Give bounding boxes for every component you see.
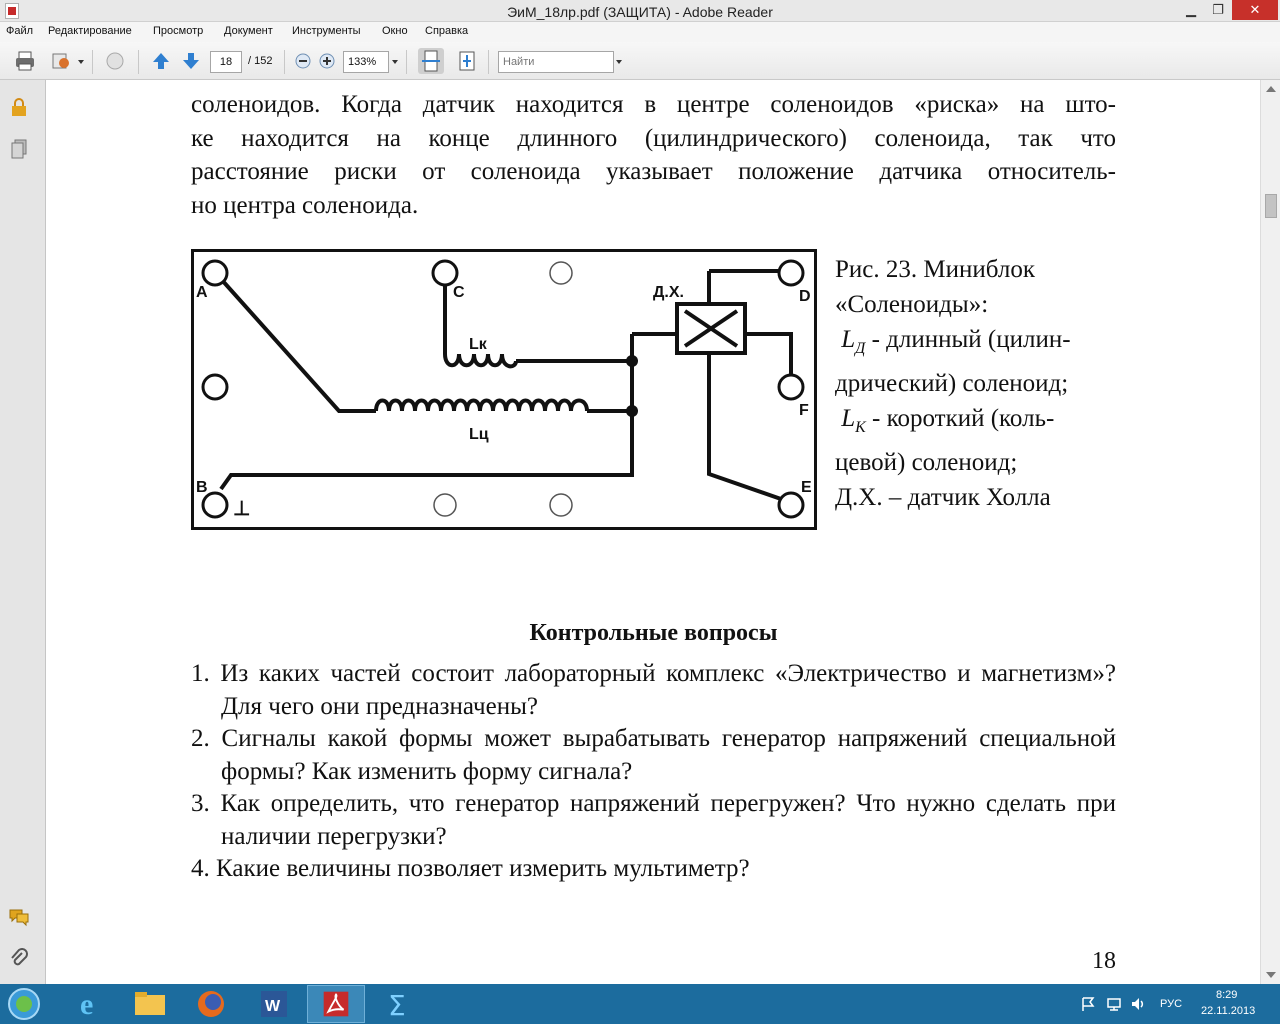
fit-width-icon[interactable] (418, 48, 444, 74)
menu-file[interactable]: Файл (6, 25, 34, 37)
comments-icon[interactable] (8, 906, 30, 928)
flag-icon[interactable] (1080, 996, 1096, 1012)
ground-symbol: ⊥ (233, 498, 251, 520)
lk-symbol: L (841, 405, 856, 432)
page-number: 18 (1092, 948, 1116, 974)
lock-icon[interactable] (8, 96, 30, 118)
figure-caption (835, 252, 1115, 515)
toolbar-separator (406, 50, 407, 74)
share-icon[interactable] (50, 50, 72, 72)
label-c: C (453, 284, 465, 301)
navigation-pane (0, 80, 46, 984)
internet-explorer-icon[interactable] (60, 985, 118, 1023)
menu-tools[interactable]: Инструменты (292, 25, 361, 37)
list-item: 4. Какие величины позволяет измерить мультиметр? (191, 855, 750, 882)
vertical-scrollbar[interactable] (1260, 80, 1280, 984)
firefox-icon[interactable] (182, 985, 240, 1023)
zoom-level-select[interactable]: 133% (343, 51, 389, 73)
adobe-reader-taskbar-icon[interactable] (307, 985, 365, 1023)
list-item: 1. Из каких частей состоит лабораторный комплекс «Электричество и магнетизм»? Для чего они предназначены? (191, 660, 1116, 720)
terminal-d[interactable] (779, 261, 803, 285)
file-explorer-icon[interactable] (121, 985, 179, 1023)
menu-bar (0, 22, 1280, 42)
lk-subscript: К (855, 419, 866, 436)
next-page-icon[interactable] (180, 50, 202, 72)
svg-text:Σ: Σ (388, 989, 406, 1022)
clock-date[interactable]: 22.11.2013 (1201, 1005, 1256, 1017)
window-title: ЭиМ_18лр.pdf (ЗАЩИТА) - Adobe Reader (507, 4, 773, 20)
network-icon[interactable] (1106, 996, 1122, 1012)
caption-line-ld (835, 322, 1115, 366)
toolbar-separator (488, 50, 489, 74)
chevron-down-icon[interactable] (78, 60, 84, 64)
chevron-down-icon[interactable] (392, 60, 398, 64)
label-d: D (799, 288, 811, 305)
caption-line: Рис. 23. Миниблок (835, 256, 1035, 283)
section-heading: Контрольные вопросы (529, 620, 778, 646)
solenoid-miniblock-diagram (191, 249, 817, 530)
list-item: 3. Как определить, что генератор напряжений перегружен? Что нужно сделать при наличии перегрузки? (191, 790, 1116, 850)
terminal-b[interactable] (203, 493, 227, 517)
terminal-c[interactable] (433, 261, 457, 285)
toolbar-separator (138, 50, 139, 74)
terminal-a[interactable] (203, 261, 227, 285)
taskbar (0, 984, 1280, 1024)
zoom-out-icon[interactable] (292, 50, 314, 72)
minimize-button[interactable]: ▁ (1186, 2, 1196, 17)
menu-edit[interactable]: Редактирование (48, 25, 132, 37)
chevron-down-icon[interactable] (616, 60, 622, 64)
label-a: A (196, 284, 208, 301)
math-app-icon[interactable] (370, 985, 428, 1023)
unused-terminal (550, 262, 572, 284)
paragraph-line: расстояние риски от соленоида указывает положение датчика относитель- (191, 158, 1116, 185)
label-hall-sensor: Д.Х. (653, 284, 684, 301)
unused-terminal (550, 494, 572, 516)
junction-dot (626, 405, 638, 417)
pages-icon[interactable] (8, 138, 30, 160)
caption-line: Д.Х. – датчик Холла (835, 484, 1051, 511)
questions-list (191, 658, 1116, 886)
title-bar (0, 0, 1280, 22)
menu-view[interactable]: Просмотр (153, 25, 204, 37)
junction-dot (626, 355, 638, 367)
svg-text:W: W (265, 998, 281, 1015)
menu-document[interactable]: Документ (224, 25, 273, 37)
fit-page-icon[interactable] (456, 50, 478, 72)
menu-help[interactable]: Справка (425, 25, 469, 37)
ld-subscript: Д (855, 340, 866, 357)
scroll-up-icon[interactable] (1266, 86, 1276, 92)
hand-tool-icon[interactable] (104, 50, 126, 72)
scroll-down-icon[interactable] (1266, 972, 1276, 978)
toolbar (0, 42, 1280, 80)
maximize-button[interactable]: ❐ (1212, 2, 1224, 17)
label-f: F (799, 402, 809, 419)
toolbar-separator (284, 50, 285, 74)
terminal-f[interactable] (779, 375, 803, 399)
close-button[interactable]: ✕ (1232, 0, 1278, 20)
previous-page-icon[interactable] (150, 50, 172, 72)
diagram-frame (193, 251, 816, 529)
attachments-icon[interactable] (8, 948, 30, 970)
caption-line: «Соленоиды»: (835, 291, 989, 318)
caption-line: дрический) соленоид; (835, 370, 1069, 397)
paragraph-line: ке находится на конце длинного (цилиндрического) соленоида, так что (191, 124, 1116, 152)
unused-terminal (434, 494, 456, 516)
print-icon[interactable] (14, 50, 36, 72)
page-total-label: / 152 (248, 55, 273, 67)
language-indicator[interactable]: РУС (1160, 998, 1183, 1010)
ld-text: - длинный (цилин- (865, 326, 1071, 353)
toolbar-separator (92, 50, 93, 74)
label-b: B (196, 479, 208, 496)
terminal-e[interactable] (779, 493, 803, 517)
terminal-unlabeled[interactable] (203, 375, 227, 399)
ld-symbol: L (841, 326, 856, 353)
intro-paragraph (191, 88, 1116, 222)
label-e: E (801, 479, 812, 496)
lk-text: - короткий (коль- (865, 405, 1055, 432)
caption-line: цевой) соленоид; (835, 449, 1018, 476)
paragraph-line: но центра соленоида. (191, 191, 419, 219)
paragraph-line: соленоидов. Когда датчик находится в центре соленоидов «риска» на што- (191, 91, 1116, 118)
scroll-thumb[interactable] (1265, 194, 1277, 218)
clock-time[interactable]: 8:29 (1216, 989, 1238, 1001)
start-orb-icon[interactable] (2, 985, 46, 1023)
word-icon[interactable] (245, 985, 303, 1023)
svg-text:e: e (80, 988, 94, 1021)
zoom-in-icon[interactable] (316, 50, 338, 72)
label-lc: Lц (469, 426, 489, 443)
label-lk: Lк (469, 336, 487, 353)
list-item: 2. Сигналы какой формы может вырабатывать генератор напряжений специальной формы? Как изменить форму сигнала? (191, 725, 1116, 785)
document-view[interactable] (46, 80, 1260, 984)
volume-icon[interactable] (1130, 996, 1146, 1012)
find-input[interactable] (498, 51, 614, 73)
caption-line-lk (835, 401, 1115, 445)
menu-window[interactable]: Окно (382, 25, 408, 37)
page-number-input[interactable]: 18 (210, 51, 242, 73)
